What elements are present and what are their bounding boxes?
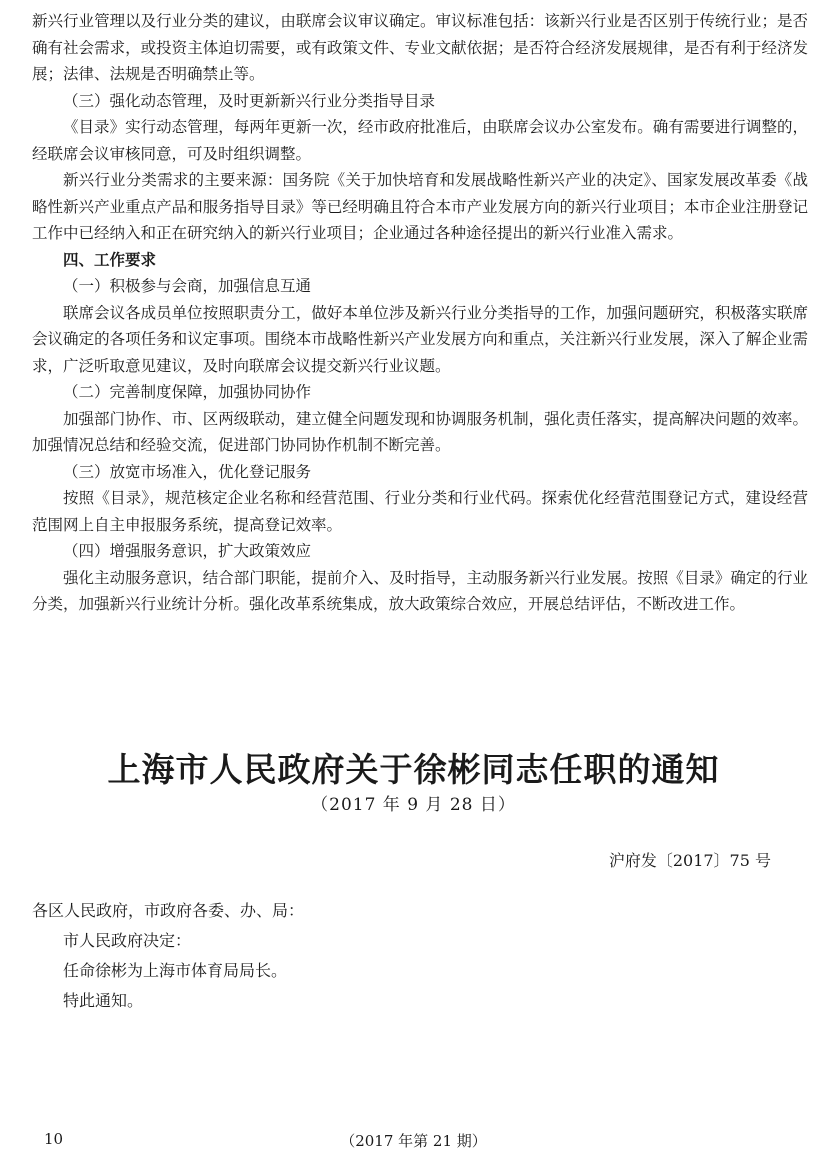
upper-text-section [32, 8, 808, 618]
issue-label: （2017 年第 21 期） [340, 1132, 487, 1150]
paragraph: 按照《目录》，规范核定企业名称和经营范围、行业分类和行业代码。探索优化经营范围登记方式，建设经营范围网上自主申报服务系统，提高登记效率。 [32, 489, 808, 534]
notice-date: （2017 年 9 月 28 日） [311, 795, 516, 815]
paragraph: 《目录》实行动态管理，每两年更新一次，经市政府批准后，由联席会议办公室发布。确有需要进行调整的，经联席会议审核同意，可及时组织调整。 [32, 118, 808, 163]
notice-line: 任命徐彬为上海市体育局局长。 [63, 961, 288, 980]
notice-line: 市人民政府决定： [63, 931, 192, 950]
paragraph: 加强部门协作、市、区两级联动，建立健全问题发现和协调服务机制，强化责任落实，提高解决问题的效率。加强情况总结和经验交流，促进部门协同协作机制不断完善。 [32, 409, 808, 454]
page-number: 10 [44, 1130, 64, 1148]
notice-title: 上海市人民政府关于徐彬同志任职的通知 [107, 750, 720, 789]
subsection-heading: （四）增强服务意识，扩大政策效应 [63, 542, 312, 560]
document-number: 沪府发〔2017〕75 号 [608, 851, 771, 870]
paragraph: 新兴行业分类需求的主要来源：国务院《关于加快培育和发展战略性新兴产业的决定》、国家发展改革委《战略性新兴产业重点产品和服务指导目录》等已经明确且符合本市产业发展方向的新兴行业项目；本市企业注册登记工作中已经纳入和正在研究纳入的新兴行业项目；企业通过各种途径提出的新兴行业准入需求。 [32, 171, 808, 242]
section-heading: （三）强化动态管理，及时更新新兴行业分类指导目录 [63, 91, 436, 110]
addressee: 各区人民政府，市政府各委、办、局： [32, 901, 305, 920]
notice-body [32, 896, 808, 1016]
paragraph: 强化主动服务意识，结合部门职能，提前介入、及时指导，主动服务新兴行业发展。按照《目录》确定的行业分类，加强新兴行业统计分析。强化改革系统集成，放大政策综合效应，开展总结评估，不断改进工作。 [32, 568, 808, 613]
paragraph: 新兴行业管理以及行业分类的建议，由联席会议审议确定。审议标准包括：该新兴行业是否区别于传统行业；是否确有社会需求，或投资主体迫切需要，或有政策文件、专业文献依据；是否符合经济发展规律，是否有利于经济发展；法律、法规是否明确禁止等。 [32, 12, 808, 83]
subsection-heading: （二）完善制度保障，加强协同协作 [63, 383, 312, 401]
subsection-heading: （一）积极参与会商，加强信息互通 [63, 277, 312, 295]
paragraph: 联席会议各成员单位按照职责分工，做好本单位涉及新兴行业分类指导的工作，加强问题研究，积极落实联席会议确定的各项任务和议定事项。围绕本市战略性新兴产业发展方向和重点，关注新兴行业发展，深入了解企业需求，广泛听取意见建议，及时向联席会议提交新兴行业议题。 [32, 303, 808, 375]
section-heading: 四、工作要求 [63, 249, 157, 269]
notice-line: 特此通知。 [63, 991, 144, 1010]
subsection-heading: （三）放宽市场准入，优化登记服务 [63, 462, 312, 481]
